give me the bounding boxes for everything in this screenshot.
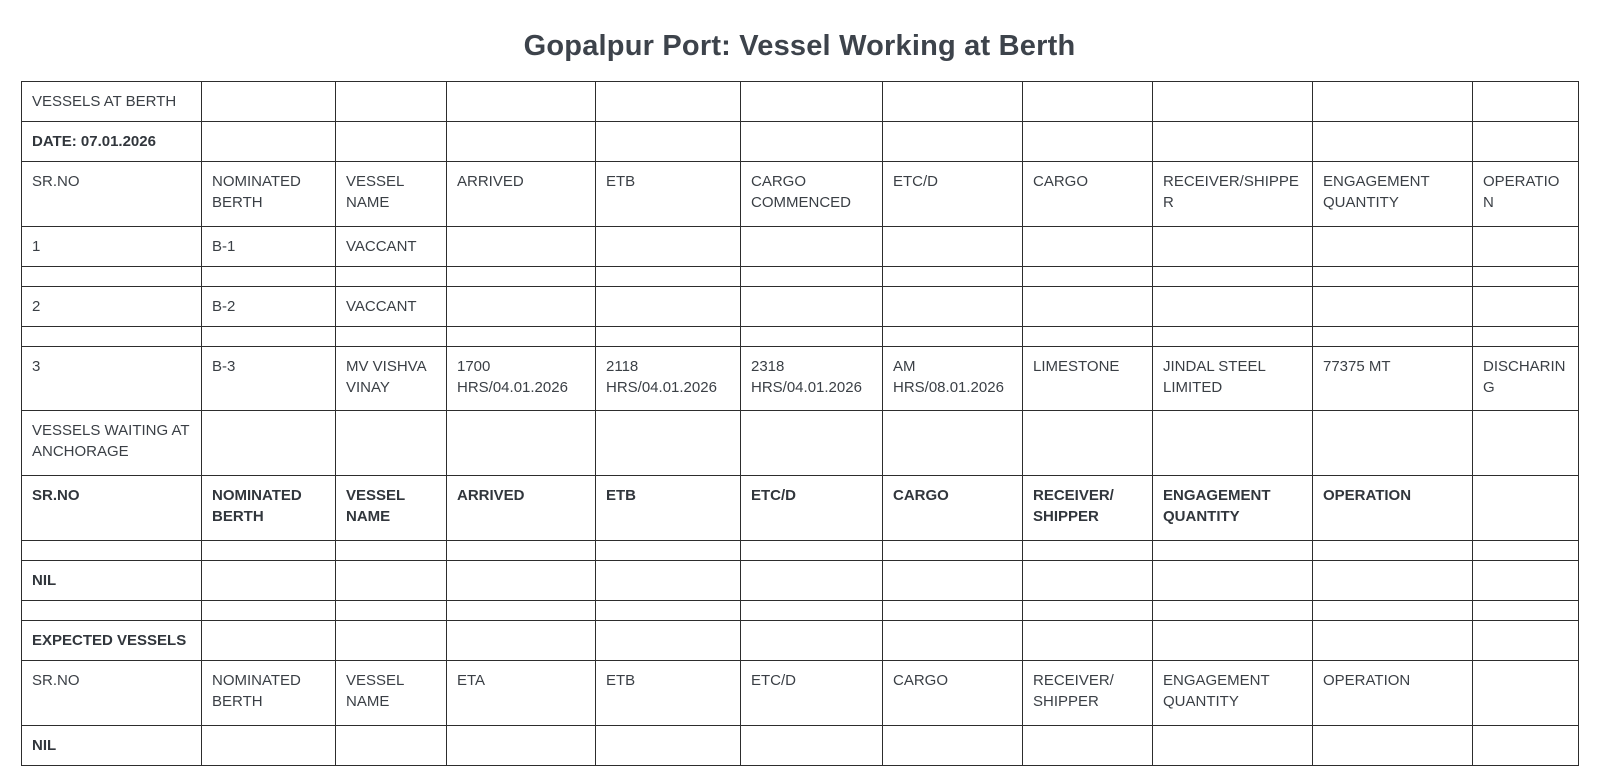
table-cell: [447, 287, 596, 327]
table-cell: 2: [22, 287, 202, 327]
table-cell: [1313, 411, 1473, 476]
table-cell: [336, 621, 447, 661]
table-cell: NIL: [22, 726, 202, 766]
table-cell: ETB: [596, 661, 741, 726]
table-body: [22, 82, 1579, 766]
table-cell: [741, 411, 883, 476]
table-cell: ETB: [596, 162, 741, 227]
page-title: Gopalpur Port: Vessel Working at Berth: [523, 30, 1076, 62]
spacer-row: [22, 541, 1579, 561]
table-cell: [1153, 411, 1313, 476]
table-cell: [1313, 287, 1473, 327]
table-cell: [1023, 287, 1153, 327]
table-cell: OPERATION: [1473, 162, 1579, 227]
table-cell: ENGAGEMENT QUANTITY: [1153, 476, 1313, 541]
table-cell: [336, 561, 447, 601]
table-cell: CARGO COMMENCED: [741, 162, 883, 227]
table-cell: [741, 82, 883, 122]
table-cell: [336, 601, 447, 621]
vessel-berth-table: [21, 81, 1579, 766]
table-cell: VESSELS AT BERTH: [22, 82, 202, 122]
table-cell: [336, 541, 447, 561]
table-cell: [741, 726, 883, 766]
table-cell: [883, 287, 1023, 327]
table-cell: [1023, 327, 1153, 347]
header-row: [22, 661, 1579, 726]
table-cell: B-2: [202, 287, 336, 327]
table-cell: [1153, 621, 1313, 661]
table-cell: 77375 MT: [1313, 347, 1473, 411]
table-cell: AM HRS/08.01.2026: [883, 347, 1023, 411]
table-cell: [741, 601, 883, 621]
table-cell: [1473, 621, 1579, 661]
table-cell: [1153, 601, 1313, 621]
table-cell: [1313, 601, 1473, 621]
table-cell: 2118 HRS/04.01.2026: [596, 347, 741, 411]
table-cell: [883, 411, 1023, 476]
table-cell: [336, 411, 447, 476]
table-cell: [1153, 327, 1313, 347]
table-cell: OPERATION: [1313, 476, 1473, 541]
table-cell: [1023, 82, 1153, 122]
table-cell: EXPECTED VESSELS: [22, 621, 202, 661]
table-cell: [22, 601, 202, 621]
table-cell: [596, 122, 741, 162]
table-cell: VACCANT: [336, 227, 447, 267]
table-cell: [883, 726, 1023, 766]
table-cell: NIL: [22, 561, 202, 601]
table-cell: [22, 327, 202, 347]
table-cell: ENGAGEMENT QUANTITY: [1313, 162, 1473, 227]
table-cell: [596, 411, 741, 476]
table-cell: SR.NO: [22, 162, 202, 227]
spacer-row: [22, 601, 1579, 621]
data-row: [22, 227, 1579, 267]
table-cell: [1023, 267, 1153, 287]
table-cell: B-1: [202, 227, 336, 267]
table-cell: [1023, 561, 1153, 601]
table-cell: ETC/D: [741, 476, 883, 541]
table-cell: [596, 227, 741, 267]
table-cell: [883, 621, 1023, 661]
table-cell: 1: [22, 227, 202, 267]
table-cell: [202, 122, 336, 162]
table-cell: [1473, 287, 1579, 327]
table-cell: [336, 82, 447, 122]
table-cell: [1153, 122, 1313, 162]
table-cell: [336, 327, 447, 347]
table-cell: RECEIVER/ SHIPPER: [1023, 661, 1153, 726]
table-cell: [596, 327, 741, 347]
table-cell: 3: [22, 347, 202, 411]
table-cell: [741, 227, 883, 267]
data-row: [22, 287, 1579, 327]
table-cell: [1313, 621, 1473, 661]
table-cell: DISCHARING: [1473, 347, 1579, 411]
table-cell: OPERATION: [1313, 661, 1473, 726]
table-cell: [1473, 726, 1579, 766]
table-cell: B-3: [202, 347, 336, 411]
table-cell: RECEIVER/SHIPPER: [1153, 162, 1313, 227]
table-cell: [1313, 227, 1473, 267]
table-cell: [741, 561, 883, 601]
table-cell: [1313, 82, 1473, 122]
table-cell: [202, 82, 336, 122]
table-cell: VESSELS WAITING AT ANCHORAGE: [22, 411, 202, 476]
table-cell: [1023, 726, 1153, 766]
table-cell: [596, 82, 741, 122]
table-cell: [447, 227, 596, 267]
table-cell: [447, 621, 596, 661]
table-cell: [447, 267, 596, 287]
table-cell: [447, 541, 596, 561]
table-cell: [1153, 541, 1313, 561]
table-cell: [1313, 327, 1473, 347]
table-cell: [447, 601, 596, 621]
table-cell: [1153, 227, 1313, 267]
table-cell: [596, 541, 741, 561]
table-cell: [741, 287, 883, 327]
table-cell: 2318 HRS/04.01.2026: [741, 347, 883, 411]
table-cell: [1473, 661, 1579, 726]
table-cell: [741, 327, 883, 347]
table-cell: [336, 122, 447, 162]
table-cell: [1153, 726, 1313, 766]
table-cell: [741, 541, 883, 561]
table-cell: [1153, 561, 1313, 601]
table-cell: [741, 122, 883, 162]
table-cell: [1473, 601, 1579, 621]
spacer-row: [22, 327, 1579, 347]
table-cell: [596, 601, 741, 621]
table-cell: [1473, 82, 1579, 122]
table-cell: [1473, 541, 1579, 561]
table-cell: [1313, 726, 1473, 766]
table-cell: [447, 82, 596, 122]
table-cell: [741, 267, 883, 287]
section-row: [22, 122, 1579, 162]
table-cell: [883, 327, 1023, 347]
table-cell: MV VISHVA VINAY: [336, 347, 447, 411]
section-row: [22, 82, 1579, 122]
table-cell: [22, 267, 202, 287]
table-cell: NOMINATED BERTH: [202, 476, 336, 541]
table-cell: [883, 267, 1023, 287]
table-cell: [202, 726, 336, 766]
data-row: [22, 561, 1579, 601]
table-cell: [447, 327, 596, 347]
table-cell: ARRIVED: [447, 162, 596, 227]
table-cell: ARRIVED: [447, 476, 596, 541]
table-cell: RECEIVER/ SHIPPER: [1023, 476, 1153, 541]
table-cell: LIMESTONE: [1023, 347, 1153, 411]
table-cell: [596, 726, 741, 766]
section-row: [22, 411, 1579, 476]
table-cell: [202, 411, 336, 476]
table-cell: [447, 411, 596, 476]
table-cell: ETB: [596, 476, 741, 541]
data-row: [22, 726, 1579, 766]
table-cell: CARGO: [1023, 162, 1153, 227]
table-cell: [1153, 287, 1313, 327]
table-cell: [1473, 122, 1579, 162]
data-row: [22, 347, 1579, 411]
table-cell: [883, 122, 1023, 162]
table-cell: VESSEL NAME: [336, 162, 447, 227]
table-cell: [883, 541, 1023, 561]
table-cell: [1473, 411, 1579, 476]
table-cell: SR.NO: [22, 661, 202, 726]
table-cell: SR.NO: [22, 476, 202, 541]
table-cell: [1313, 561, 1473, 601]
section-row: [22, 621, 1579, 661]
table-cell: VESSEL NAME: [336, 476, 447, 541]
table-cell: [336, 726, 447, 766]
table-cell: [596, 267, 741, 287]
table-cell: [1023, 601, 1153, 621]
table-cell: [1473, 227, 1579, 267]
table-cell: [202, 621, 336, 661]
table-cell: [1023, 541, 1153, 561]
table-cell: [447, 561, 596, 601]
table-cell: [202, 267, 336, 287]
table-cell: ETC/D: [883, 162, 1023, 227]
table-cell: [447, 122, 596, 162]
spacer-row: [22, 267, 1579, 287]
table-cell: [1473, 476, 1579, 541]
table-cell: ETC/D: [741, 661, 883, 726]
table-cell: ETA: [447, 661, 596, 726]
table-cell: [447, 726, 596, 766]
table-cell: [22, 541, 202, 561]
table-cell: VACCANT: [336, 287, 447, 327]
table-cell: [1023, 411, 1153, 476]
table-cell: 1700 HRS/04.01.2026: [447, 347, 596, 411]
table-cell: [336, 267, 447, 287]
header-row: [22, 162, 1579, 227]
table-cell: VESSEL NAME: [336, 661, 447, 726]
table-cell: [1473, 561, 1579, 601]
table-cell: [202, 327, 336, 347]
table-cell: [1473, 267, 1579, 287]
table-cell: ENGAGEMENT QUANTITY: [1153, 661, 1313, 726]
table-cell: NOMINATED BERTH: [202, 162, 336, 227]
table-cell: [883, 82, 1023, 122]
table-cell: CARGO: [883, 661, 1023, 726]
table-cell: [1023, 621, 1153, 661]
table-cell: [883, 227, 1023, 267]
table-cell: [1023, 122, 1153, 162]
header-row: [22, 476, 1579, 541]
table-cell: [1313, 267, 1473, 287]
table-cell: [1313, 122, 1473, 162]
table-cell: CARGO: [883, 476, 1023, 541]
table-cell: [741, 621, 883, 661]
table-cell: [596, 287, 741, 327]
table-cell: NOMINATED BERTH: [202, 661, 336, 726]
table-cell: [202, 561, 336, 601]
table-cell: DATE: 07.01.2026: [22, 122, 202, 162]
table-cell: [883, 601, 1023, 621]
table-cell: [1473, 327, 1579, 347]
table-cell: [1313, 541, 1473, 561]
table-cell: [1153, 267, 1313, 287]
table-cell: [596, 561, 741, 601]
table-cell: [202, 541, 336, 561]
table-cell: [202, 601, 336, 621]
table-cell: JINDAL STEEL LIMITED: [1153, 347, 1313, 411]
table-cell: [883, 561, 1023, 601]
table-cell: [1023, 227, 1153, 267]
table-cell: [596, 621, 741, 661]
table-cell: [1153, 82, 1313, 122]
